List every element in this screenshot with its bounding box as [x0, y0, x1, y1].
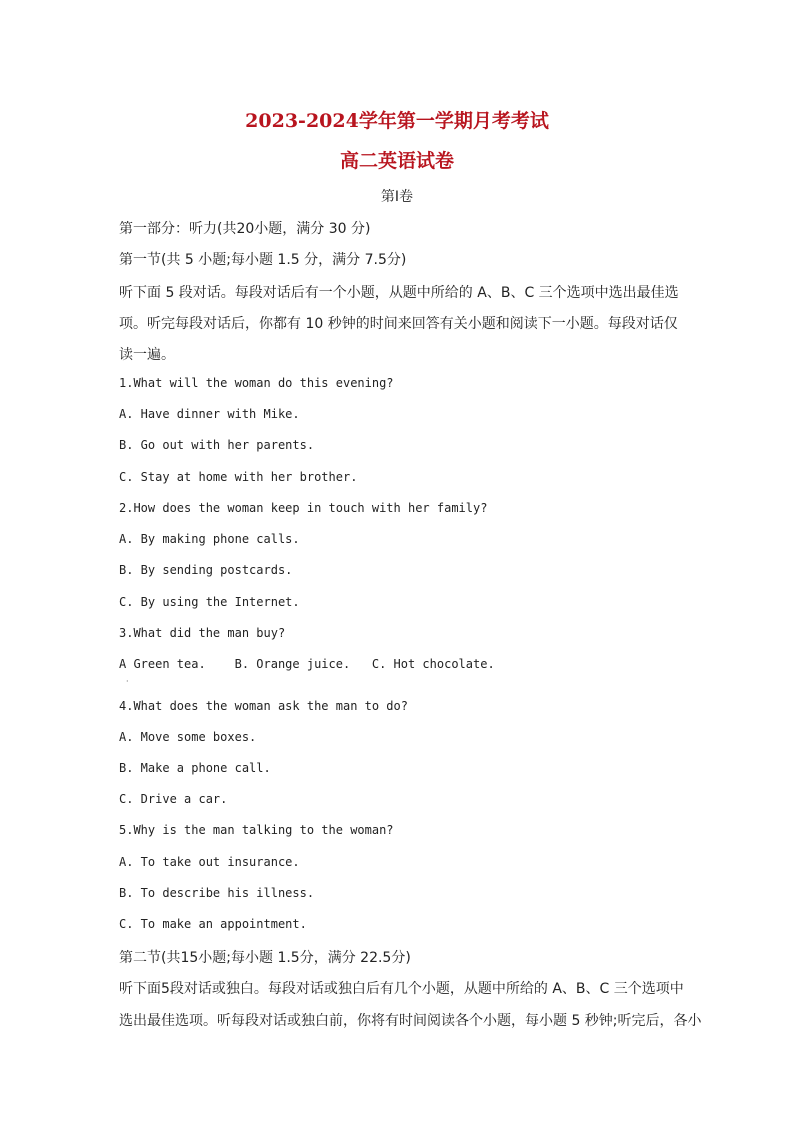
question-5-option-c: C. To make an appointment. [119, 917, 307, 931]
section1-instruction-line: 读一遍。 [119, 347, 175, 363]
question-1-option-b: B. Go out with her parents. [119, 438, 315, 452]
section2-heading: 第二节(共15小题;每小题 1.5分，满分 22.5分) [119, 950, 411, 966]
exam-subtitle: 高二英语试卷 [339, 150, 454, 172]
question-4: 4.What does the woman ask the man to do? [119, 699, 408, 713]
section2-instruction-line: 听下面5段对话或独白。每段对话或独白后有几个小题，从题中所给的 A、B、C 三个选项中 [119, 981, 684, 997]
exam-title: 2023-2024学年第一学期月考考试 [245, 110, 549, 132]
part1-heading: 第一部分：听力(共20小题，满分 30 分) [119, 221, 371, 237]
stray-mark: · [126, 677, 129, 686]
section1-instruction-line: 听下面 5 段对话。每段对话后有一个小题，从题中所给的 A、B、C 三个选项中选出最佳选 [119, 285, 679, 301]
question-1: 1.What will the woman do this evening? [119, 376, 394, 390]
section2-instruction-line: 选出最佳选项。听每段对话或独白前，你将有时间阅读各个小题，每小题 5 秒钟;听完后，各小 [119, 1013, 702, 1029]
question-4-option-c: C. Drive a car. [119, 792, 228, 806]
question-5-option-a: A. To take out insurance. [119, 855, 300, 869]
question-2-option-c: C. By using the Internet. [119, 595, 300, 609]
question-3: 3.What did the man buy? [119, 626, 286, 640]
question-2-option-a: A. By making phone calls. [119, 532, 300, 546]
question-5: 5.Why is the man talking to the woman? [119, 823, 394, 837]
question-5-option-b: B. To describe his illness. [119, 886, 315, 900]
volume-label: 第Ⅰ卷 [380, 189, 414, 205]
question-4-option-b: B. Make a phone call. [119, 761, 271, 775]
question-2: 2.How does the woman keep in touch with her family? [119, 501, 488, 515]
question-1-option-a: A. Have dinner with Mike. [119, 407, 300, 421]
question-2-option-b: B. By sending postcards. [119, 563, 293, 577]
question-4-option-a: A. Move some boxes. [119, 730, 257, 744]
question-1-option-c: C. Stay at home with her brother. [119, 470, 358, 484]
section1-instruction-line: 项。听完每段对话后，你都有 10 秒钟的时间来回答有关小题和阅读下一小题。每段对话仅 [119, 316, 678, 332]
question-3-options: A Green tea. B. Orange juice. C. Hot chocolate. [119, 657, 495, 671]
section1-heading: 第一节(共 5 小题;每小题 1.5 分，满分 7.5分) [119, 252, 407, 268]
